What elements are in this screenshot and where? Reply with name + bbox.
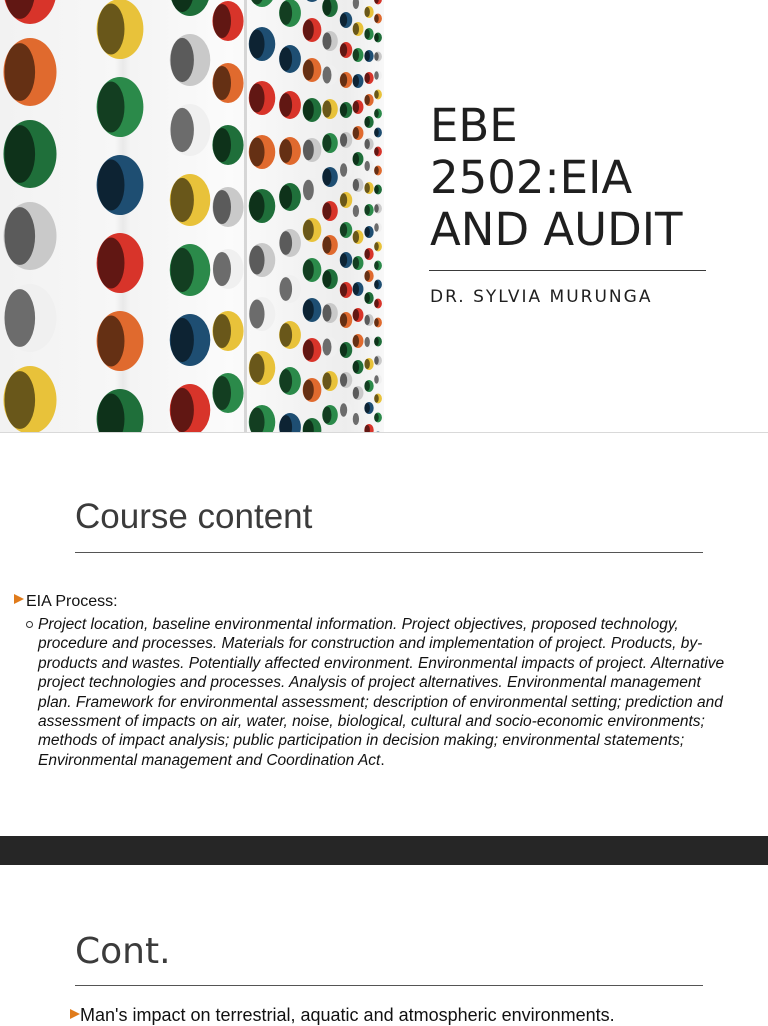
wall-hole-shadow bbox=[340, 403, 347, 417]
wall-hole-shadow bbox=[249, 138, 264, 167]
wall-hole-shadow bbox=[365, 359, 370, 369]
wall-hole-shadow bbox=[365, 293, 370, 303]
wall-hole-shadow bbox=[374, 375, 379, 384]
wall-hole-shadow bbox=[374, 109, 379, 118]
wall-hole-shadow bbox=[365, 73, 370, 83]
wall-hole-shadow bbox=[365, 337, 370, 347]
wall-hole-shadow bbox=[374, 128, 379, 137]
wall-hole-shadow bbox=[374, 90, 379, 99]
wall-hole-shadow bbox=[374, 318, 379, 327]
wall-hole-shadow bbox=[353, 413, 359, 425]
wall-hole-shadow bbox=[374, 147, 379, 156]
wall-hole-shadow bbox=[98, 160, 125, 211]
course-content-slide bbox=[0, 433, 768, 836]
wall-hole-shadow bbox=[213, 190, 231, 224]
wall-hole-shadow bbox=[340, 223, 347, 237]
wall-hole-shadow bbox=[374, 33, 379, 42]
wall-hole-shadow bbox=[353, 257, 359, 269]
wall-hole-shadow bbox=[365, 381, 370, 391]
slide-heading: Cont. bbox=[75, 931, 171, 972]
wall-hole-shadow bbox=[323, 101, 332, 118]
wall-hole bbox=[303, 0, 322, 2]
wall-hole-shadow bbox=[340, 283, 347, 297]
wall-hole-shadow bbox=[280, 323, 293, 347]
bullet-text: EIA Process: bbox=[26, 593, 118, 610]
bullet-text: Man's impact on terrestrial, aquatic and atmospheric environments. bbox=[80, 1005, 615, 1025]
wall-hole-shadow bbox=[365, 95, 370, 105]
wall-hole-shadow bbox=[353, 283, 359, 295]
wall-hole-shadow bbox=[303, 20, 314, 40]
wall-hole-shadow bbox=[213, 66, 231, 100]
wall-hole-shadow bbox=[323, 33, 332, 50]
wall-hole-shadow bbox=[353, 335, 359, 347]
wall-hole-shadow bbox=[340, 373, 347, 387]
wall-hole-shadow bbox=[353, 101, 359, 113]
wall-hole-shadow bbox=[323, 339, 332, 356]
wall-hole-shadow bbox=[323, 373, 332, 390]
wall-hole-shadow bbox=[365, 29, 370, 39]
wall-hole-shadow bbox=[365, 51, 370, 61]
dark-divider-band bbox=[0, 836, 768, 865]
wall-hole-shadow bbox=[303, 220, 314, 240]
wall-hole-shadow bbox=[303, 340, 314, 360]
wall-hole-shadow bbox=[365, 205, 370, 215]
sub-bullet-text bbox=[38, 615, 726, 770]
wall-hole-shadow bbox=[213, 252, 231, 286]
wall-hole-shadow bbox=[280, 369, 293, 393]
wall-hole-shadow bbox=[365, 271, 370, 281]
wall-hole-shadow bbox=[374, 394, 379, 403]
sub-bullet-period: . bbox=[380, 752, 384, 769]
wall-hole-shadow bbox=[353, 205, 359, 217]
wall-hole-shadow bbox=[323, 271, 332, 288]
wall-hole-shadow bbox=[374, 356, 379, 365]
wall-hole-shadow bbox=[4, 289, 35, 347]
wall-hole-shadow bbox=[249, 84, 264, 113]
wall-hole-shadow bbox=[340, 133, 347, 147]
wall-hole-shadow bbox=[280, 139, 293, 163]
wall-hole-shadow bbox=[353, 361, 359, 373]
wall-hole-shadow bbox=[340, 13, 347, 27]
wall-hole-shadow bbox=[353, 49, 359, 61]
wall-hole-shadow bbox=[353, 75, 359, 87]
wall-hole-shadow bbox=[340, 73, 347, 87]
wall-hole-shadow bbox=[353, 309, 359, 321]
wall-hole-shadow bbox=[249, 30, 264, 59]
wall-hole-shadow bbox=[323, 237, 332, 254]
wall-hole-shadow bbox=[365, 139, 370, 149]
wall-hole-shadow bbox=[374, 204, 379, 213]
arrow-bullet-icon bbox=[14, 594, 24, 604]
wall-hole-shadow bbox=[374, 71, 379, 80]
wall-hole-shadow bbox=[98, 316, 125, 367]
wall-hole-shadow bbox=[280, 231, 293, 255]
cont-slide bbox=[0, 865, 768, 1024]
wall-hole-shadow bbox=[365, 161, 370, 171]
wall-hole-shadow bbox=[303, 180, 314, 200]
heading-divider bbox=[75, 552, 703, 553]
wall-hole-shadow bbox=[249, 246, 264, 275]
wall-hole-shadow bbox=[280, 185, 293, 209]
wall-hole-shadow bbox=[353, 179, 359, 191]
wall-hole-shadow bbox=[280, 1, 293, 25]
wall-hole-shadow bbox=[374, 52, 379, 61]
circle-bullet-icon bbox=[26, 621, 33, 628]
wall-hole-shadow bbox=[213, 314, 231, 348]
wall-hole-shadow bbox=[303, 260, 314, 280]
presentation-title: EBE 2502:EIA AND AUDIT bbox=[430, 100, 730, 256]
cover-photo bbox=[0, 0, 384, 432]
title-block bbox=[430, 100, 730, 256]
wall-hole-shadow bbox=[213, 376, 231, 410]
wall-hole-shadow bbox=[323, 67, 332, 84]
bullet-item bbox=[70, 1005, 615, 1026]
wall-hole-shadow bbox=[303, 380, 314, 400]
title-slide bbox=[0, 0, 768, 432]
sub-bullet-italic-text: Project location, baseline environmental information. Project objectives, proposed technology, procedure and processes. Materials for construction and implementation of project. Products, by-products and wastes. Potentially affected environment. Environmental impacts of project. Alternative project technologies and processes. Analysis of project alternatives. Environmental management plan. Framework for environmental assessment; description of environmental setting; prediction and assessment of impacts on air, water, noise, biological, cultural and socio-economic environments; methods of impact analysis; public participation in decision making; environmental statements; Environmental management and Coordination Act bbox=[38, 616, 724, 769]
wall-hole-shadow bbox=[365, 403, 370, 413]
wall-hole-shadow bbox=[4, 125, 35, 183]
arrow-bullet-icon bbox=[70, 1009, 80, 1019]
wall-hole-shadow bbox=[374, 14, 379, 23]
wall-hole-shadow bbox=[374, 261, 379, 270]
wall-hole-shadow bbox=[340, 163, 347, 177]
wall-hole-shadow bbox=[303, 60, 314, 80]
wall-hole-shadow bbox=[353, 153, 359, 165]
wall-hole-shadow bbox=[374, 185, 379, 194]
bullet-item bbox=[14, 593, 118, 611]
wall-hole-shadow bbox=[323, 203, 332, 220]
wall-hole-shadow bbox=[365, 183, 370, 193]
wall-hole-shadow bbox=[323, 135, 332, 152]
wall-hole-shadow bbox=[249, 354, 264, 383]
author-name: DR. SYLVIA MURUNGA bbox=[430, 287, 652, 307]
wall-hole-shadow bbox=[353, 387, 359, 399]
wall-hole-shadow bbox=[340, 253, 347, 267]
wall-hole-shadow bbox=[365, 249, 370, 259]
wall-hole-shadow bbox=[249, 300, 264, 329]
wall-hole-shadow bbox=[98, 4, 125, 55]
wall-hole-shadow bbox=[4, 43, 35, 101]
wall-hole-shadow bbox=[365, 315, 370, 325]
sub-bullet-item bbox=[26, 615, 726, 770]
wall-hole-shadow bbox=[323, 169, 332, 186]
wall-hole-shadow bbox=[323, 407, 332, 424]
wall-hole-shadow bbox=[280, 93, 293, 117]
wall-hole-shadow bbox=[374, 242, 379, 251]
wall-hole-shadow bbox=[98, 238, 125, 289]
wall-hole-shadow bbox=[340, 343, 347, 357]
wall-hole-shadow bbox=[353, 231, 359, 243]
wall-hole-shadow bbox=[323, 305, 332, 322]
wall-hole-shadow bbox=[280, 47, 293, 71]
wall-hole-shadow bbox=[374, 299, 379, 308]
wall-hole-shadow bbox=[374, 280, 379, 289]
wall-hole-shadow bbox=[171, 318, 194, 362]
wall-hole-shadow bbox=[374, 166, 379, 175]
wall-hole-shadow bbox=[303, 300, 314, 320]
wall-hole-shadow bbox=[98, 82, 125, 133]
wall-hole-shadow bbox=[4, 207, 35, 265]
wall-hole-shadow bbox=[340, 193, 347, 207]
wall-hole-shadow bbox=[213, 4, 231, 38]
wall-hole-shadow bbox=[171, 178, 194, 222]
title-divider bbox=[429, 270, 706, 271]
wall-hole-shadow bbox=[171, 108, 194, 152]
panel-seam bbox=[244, 0, 247, 432]
wall-hole-shadow bbox=[171, 38, 194, 82]
wall-hole-shadow bbox=[340, 43, 347, 57]
wall-hole-shadow bbox=[303, 140, 314, 160]
wall-hole-shadow bbox=[374, 223, 379, 232]
wall-hole-shadow bbox=[171, 248, 194, 292]
wall-hole-shadow bbox=[340, 313, 347, 327]
wall-hole-shadow bbox=[171, 388, 194, 432]
wall-hole-shadow bbox=[365, 7, 370, 17]
wall-hole-shadow bbox=[374, 337, 379, 346]
wall-hole-shadow bbox=[374, 413, 379, 422]
slide-heading: Course content bbox=[75, 497, 312, 537]
wall-hole-shadow bbox=[280, 277, 293, 301]
wall-hole-shadow bbox=[365, 117, 370, 127]
wall-hole-shadow bbox=[249, 192, 264, 221]
heading-divider bbox=[75, 985, 703, 986]
perforated-wall-image bbox=[0, 0, 384, 432]
wall-hole-shadow bbox=[213, 128, 231, 162]
wall-hole-shadow bbox=[365, 227, 370, 237]
wall-hole-shadow bbox=[303, 100, 314, 120]
wall-hole-shadow bbox=[353, 23, 359, 35]
wall-hole-shadow bbox=[4, 371, 35, 429]
wall-hole-shadow bbox=[353, 127, 359, 139]
wall-hole-shadow bbox=[340, 103, 347, 117]
